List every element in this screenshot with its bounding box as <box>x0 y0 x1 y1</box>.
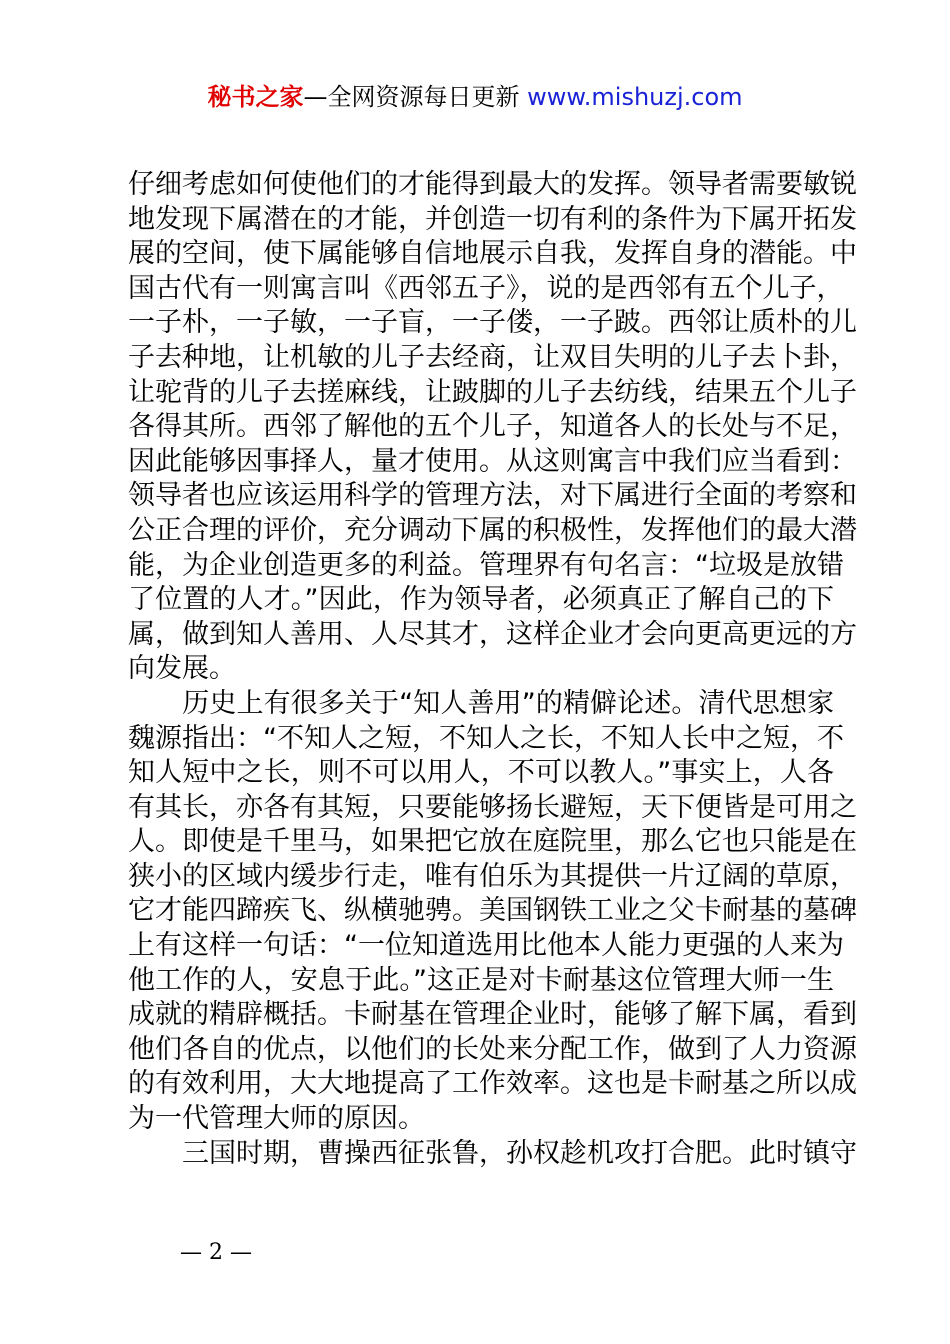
text-line: 人。即使是千里马，如果把它放在庭院里，那么它也只能是在 <box>128 826 857 858</box>
text-line: 领导者也应该运用科学的管理方法，对下属进行全面的考察和 <box>128 480 857 512</box>
text-line: 公正合理的评价，充分调动下属的积极性，发挥他们的最大潜 <box>128 514 857 546</box>
text-line: 因此能够因事择人，量才使用。从这则寓言中我们应当看到： <box>128 445 857 477</box>
text-line: 仔细考虑如何使他们的才能得到最大的发挥。领导者需要敏锐 <box>128 169 857 200</box>
header-tagline: —全网资源每日更新 <box>303 83 528 111</box>
page-number: — 2 — <box>180 1240 252 1265</box>
text-line: 他工作的人，安息于此。”这正是对卡耐基这位管理大师一生 <box>128 964 834 996</box>
text-line: 为一代管理大师的原因。 <box>128 1103 425 1135</box>
text-line: 向发展。 <box>128 653 236 685</box>
text-line: 上有这样一句话：“一位知道选用比他本人能力更强的人来为 <box>128 930 844 962</box>
text-line: 各得其所。西邻了解他的五个儿子，知道各人的长处与不足， <box>128 411 857 443</box>
document-body <box>128 168 857 1171</box>
text-line: 国古代有一则寓言叫《西邻五子》，说的是西邻有五个儿子， <box>128 272 844 304</box>
text-line: 三国时期，曹操西征张鲁，孙权趁机攻打合肥。此时镇守 <box>128 1137 857 1169</box>
text-line: 子去种地，让机敏的儿子去经商，让双目失明的儿子去卜卦， <box>128 341 857 373</box>
text-line: 属，做到知人善用、人尽其才，这样企业才会向更高更远的方 <box>128 618 857 650</box>
text-line: 的有效利用，大大地提高了工作效率。这也是卡耐基之所以成 <box>128 1068 857 1100</box>
text-line: 它才能四蹄疾飞、纵横驰骋。美国钢铁工业之父卡耐基的墓碑 <box>128 895 857 927</box>
site-header <box>0 80 950 114</box>
site-url-link[interactable]: www.mishuzj.com <box>527 83 743 111</box>
text-line: 了位置的人才。”因此，作为领导者，必须真正了解自己的下 <box>128 584 834 616</box>
text-line: 狭小的区域内缓步行走，唯有伯乐为其提供一片辽阔的草原， <box>128 860 857 892</box>
text-line: 让驼背的儿子去搓麻线，让跛脚的儿子去纺线，结果五个儿子 <box>128 376 857 408</box>
text-line: 历史上有很多关于“知人善用”的精僻论述。清代思想家 <box>128 687 834 719</box>
text-line: 知人短中之长，则不可以用人，不可以教人。”事实上，人各 <box>128 757 834 789</box>
text-line: 展的空间，使下属能够自信地展示自我，发挥自身的潜能。中 <box>128 238 857 270</box>
text-line: 有其长，亦各有其短，只要能够扬长避短，天下便皆是可用之 <box>128 791 857 823</box>
text-line: 地发现下属潜在的才能，并创造一切有利的条件为下属开拓发 <box>128 203 857 235</box>
text-line: 成就的精辟概括。卡耐基在管理企业时，能够了解下属，看到 <box>128 999 857 1031</box>
text-line: 能，为企业创造更多的利益。管理界有句名言：“垃圾是放错 <box>128 549 844 581</box>
text-line: 魏源指出：“不知人之短，不知人之长，不知人长中之短，不 <box>128 722 844 754</box>
text-line: 一子朴，一子敏，一子盲，一子偻，一子跛。西邻让质朴的儿 <box>128 307 857 339</box>
text-line: 他们各自的优点，以他们的长处来分配工作，做到了人力资源 <box>128 1033 857 1065</box>
brand-name: 秘书之家 <box>207 83 304 111</box>
